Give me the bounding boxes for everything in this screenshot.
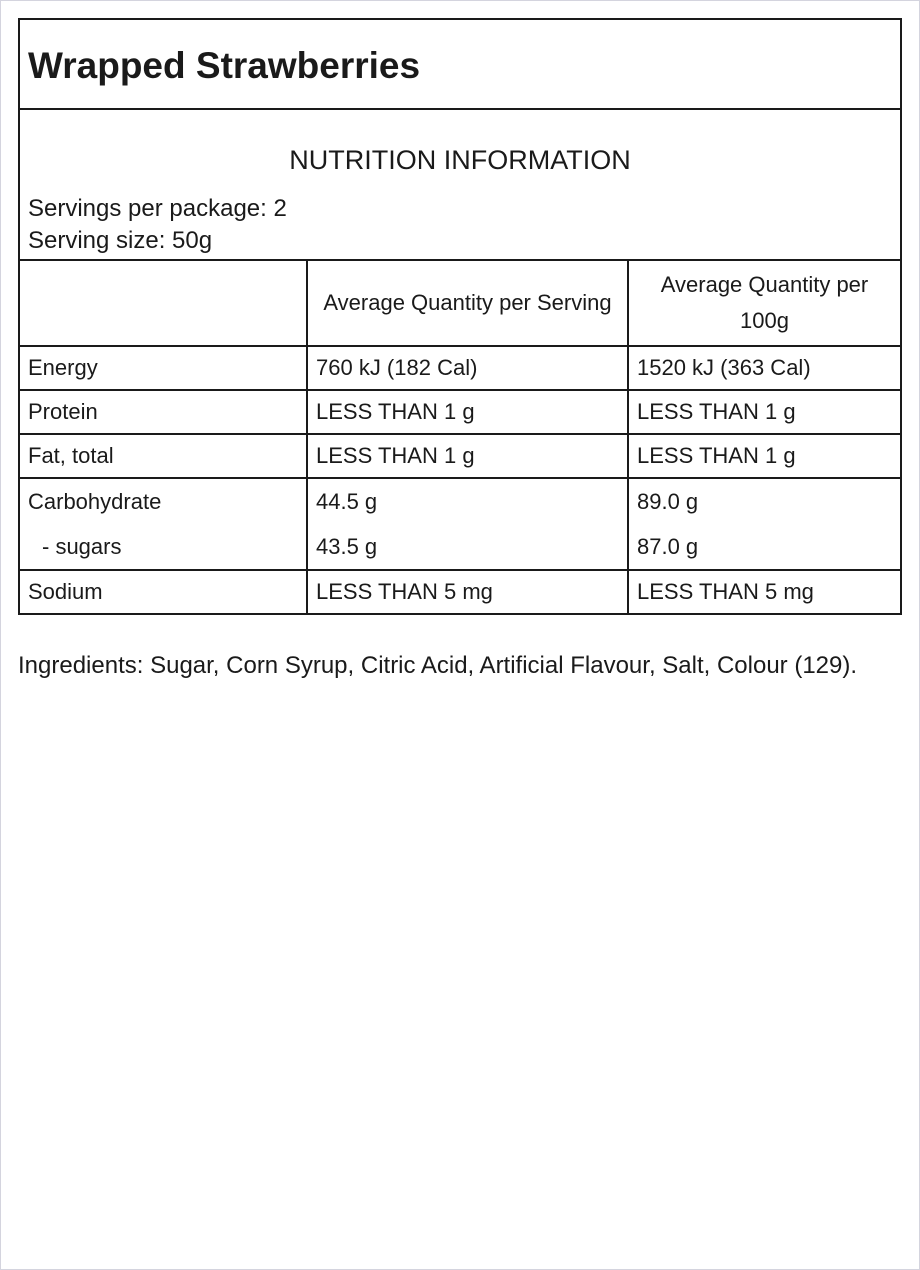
per-100g-value: 1520 kJ (363 Cal) <box>628 346 901 390</box>
per-100g-value: LESS THAN 5 mg <box>628 570 901 614</box>
table-row <box>19 570 901 614</box>
carbohydrate-per-serving: 44.5 g <box>316 489 378 514</box>
sugars-per-100g: 87.0 g <box>637 534 699 559</box>
servings-per-package: Servings per package: 2 <box>28 195 287 222</box>
header-per-serving: Average Quantity per Serving <box>307 260 628 346</box>
table-row <box>19 346 901 390</box>
header-per-100g: Average Quantity per 100g <box>628 260 901 346</box>
product-title: Wrapped Strawberries <box>20 20 900 110</box>
table-header-row <box>19 260 901 346</box>
per-serving-value: LESS THAN 1 g <box>307 434 628 478</box>
per-serving-value: LESS THAN 1 g <box>307 390 628 434</box>
nutrition-heading: NUTRITION INFORMATION <box>289 145 631 175</box>
per-serving-value <box>307 478 628 570</box>
carbohydrate-per-100g: 89.0 g <box>637 489 699 514</box>
ingredients-text: Ingredients: Sugar, Corn Syrup, Citric Acid, Artificial Flavour, Salt, Colour (129). <box>18 652 858 679</box>
carbohydrate-label: Carbohydrate <box>28 489 162 514</box>
nutrient-name <box>19 478 307 570</box>
nutrient-name: Fat, total <box>19 434 307 478</box>
per-serving-value: 760 kJ (182 Cal) <box>307 346 628 390</box>
servings-info <box>20 193 900 259</box>
nutrient-name: Energy <box>19 346 307 390</box>
header-nutrient <box>19 260 307 346</box>
nutrient-name: Protein <box>19 390 307 434</box>
nutrition-table <box>18 259 902 615</box>
nutrient-name: Sodium <box>19 570 307 614</box>
nutrition-label <box>18 18 902 615</box>
serving-size: Serving size: 50g <box>28 227 213 254</box>
per-100g-value: LESS THAN 1 g <box>628 434 901 478</box>
per-serving-value: LESS THAN 5 mg <box>307 570 628 614</box>
per-100g-value <box>628 478 901 570</box>
table-row <box>19 390 901 434</box>
sugars-label: - sugars <box>42 534 122 559</box>
per-100g-value: LESS THAN 1 g <box>628 390 901 434</box>
sugars-per-serving: 43.5 g <box>316 534 378 559</box>
table-row <box>19 434 901 478</box>
table-row <box>19 478 901 570</box>
